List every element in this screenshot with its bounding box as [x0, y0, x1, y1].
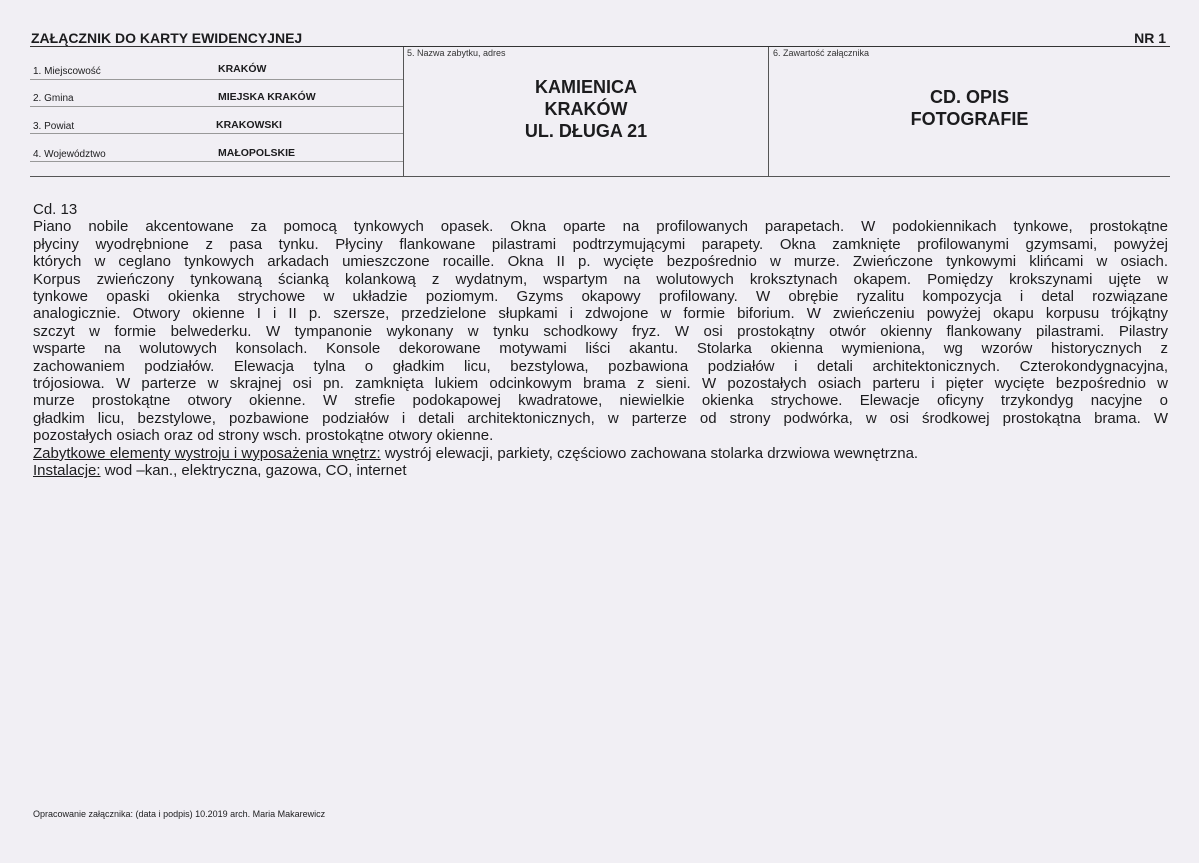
contents-line: FOTOGRAFIE: [910, 109, 1029, 129]
interior-value: wystrój elewacji, parkiety, częściowo zachowana stolarka drzwiowa wewnętrzna.: [380, 444, 919, 462]
interior-label: Zabytkowe elementy wystroju i wyposażenia wnętrz:: [33, 444, 381, 462]
description-body: [33, 201, 1168, 480]
contents-line: CD. OPIS: [929, 87, 1009, 107]
monument-line: KAMIENICA: [535, 77, 637, 97]
interior-elements: [33, 445, 1168, 462]
monument-label: 5. Nazwa zabytku, adres: [407, 48, 506, 58]
divider: [30, 79, 403, 80]
description-text: [33, 218, 1168, 444]
label-powiat: 3. Powiat: [33, 121, 75, 132]
description-line: tynkowe opaski okienka strychowe w układzie poziomym. Gzyms okapowy profilowany. W obrębie ryzalitu kompozycja i detal rozwiązane: [33, 288, 1168, 306]
description-line: wsparte na wolutowych konsolach. Konsole dekorowane motywami liści akantu. Stolarka okienna wymieniona, wg wzorów historycznych z: [33, 340, 1168, 358]
monument-line: UL. DŁUGA 21: [524, 121, 648, 141]
divider: [30, 106, 403, 107]
title-rule: [30, 46, 1170, 47]
description-line: analogicznie. Otwory okienne I i II p. szersze, przedzielone słupkami i zdwojone w formie biforium. W zwieńczeniu powyżej okapu korpusu trójkątny: [33, 305, 1168, 323]
continuation-heading: Cd. 13: [33, 201, 78, 218]
label-voivodeship: 4. Województwo: [33, 149, 106, 160]
attachment-number: NR 1: [1134, 30, 1166, 46]
description-line: zachowaniem podziałów. Elewacja tylna o gładkim licu, bezstylowa, pozbawiona podziałów i detali architektonicznych. Czterokondygnacyjna,: [33, 357, 1168, 375]
contents-value: [769, 86, 1170, 130]
installations: [33, 462, 1168, 479]
monument-line: KRAKÓW: [544, 99, 628, 119]
divider: [30, 161, 403, 162]
description-line: których w ceglano tynkowych arkadach umieszczone rocaille. Okna II p. wycięte bezpośrednio w murze. Zwieńczone tynkowymi klińcami w osiach.: [33, 253, 1168, 271]
document-title: ZAŁĄCZNIK DO KARTY EWIDENCYJNEJ: [31, 30, 303, 46]
description-line: szczyt w formie belwederku. W tympanonie wykonany w tynku schodkowy fryz. W osi prostokątny otwór okienny flankowany pilastrami. Pilastry: [33, 322, 1168, 340]
label-gmina: 2. Gmina: [33, 93, 74, 104]
description-line: Piano nobile akcentowane za pomocą tynkowych opasek. Okna oparte na profilowanych parapetach. W podokiennikach tynkowe, prostokątne: [33, 218, 1168, 236]
installations-label: Instalacje:: [33, 462, 101, 480]
description-line: trójosiowa. W parterze w skrajnej osi pn. zamknięta lukiem odcinkowym brama z sieni. W pozostałych osiach parteru i pięter wycięte bezpośrednio w: [33, 375, 1168, 393]
footer-signature: Opracowanie załącznika: (data i podpis) 10.2019 arch. Maria Makarewicz: [33, 809, 326, 819]
description-line: płyciny wyodrębnione z pasa tynku. Płyciny flankowane pilastrami podtrzymującymi parapety. Okna zamknięte profilowanymi gzymsami, powyżej: [33, 235, 1168, 253]
description-line: murze prostokątne otwory okienne. W strefie podokapowej kwadratowe, niewielkie okienka strychowe. Elewacje oficyny trzykondyg nacyjne o: [33, 392, 1168, 410]
description-line: pozostałych osiach oraz od strony wsch. prostokątne otwory okienne.: [33, 427, 494, 445]
label-city: 1. Miejscowość: [33, 66, 101, 77]
monument-name: [404, 76, 768, 142]
description-line: Korpus zwieńczony tynkowaną ścianką kolankową z wydatnym, wspartym na wolutowych kroksztynach okapem. Pomiędzy krokszynami ujęte w: [33, 270, 1168, 288]
installations-value: wod –kan., elektryczna, gazowa, CO, internet: [100, 462, 407, 480]
value-gmina: MIEJSKA KRAKÓW: [218, 91, 316, 103]
value-voivodeship: MAŁOPOLSKIE: [218, 147, 296, 159]
value-powiat: KRAKOWSKI: [216, 119, 282, 131]
value-city: KRAKÓW: [218, 63, 267, 75]
contents-label: 6. Zawartość załącznika: [773, 48, 870, 58]
divider: [30, 133, 403, 134]
header-bottom-rule: [30, 176, 1170, 177]
description-line: gładkim licu, bezstylowe, pozbawione podziałów i detali architektonicznych, w parterze od strony podwórka, w osi środkowej prostokątna brama. W: [33, 409, 1168, 427]
